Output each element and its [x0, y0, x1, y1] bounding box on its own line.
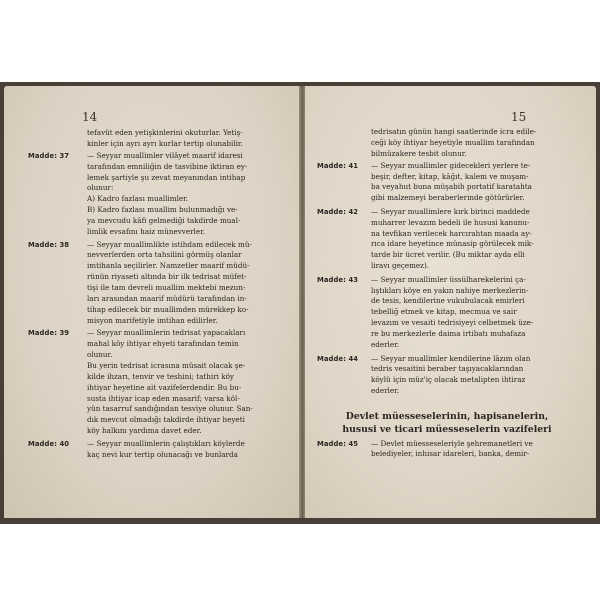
text-line: levazım ve vesaiti tedrisiyeyi celbetmek üze- — [371, 318, 534, 328]
text-line: limlik evsafını haiz münevverler. — [87, 227, 206, 237]
text-line: kaç nevi kur tertip olunacağı ve bunlarda — [87, 449, 238, 459]
article-label: Madde: 45 — [317, 439, 359, 448]
text-line: — Seyyar muallimler kendilerine lâzım olan — [371, 353, 531, 363]
text-line: — Seyyar muallimler vilâyet maarif idaresi — [87, 150, 243, 160]
text-line: bilmüzakere tesbit olunur. — [371, 148, 467, 158]
text-line: tebelliğ etmek ve kitap, mecmua ve sair — [371, 307, 517, 317]
text-line: ya mevcudu kâfi gelmediği takdirde mual- — [87, 216, 241, 226]
text-line: A) Kadro fazlası muallimler. — [87, 194, 189, 204]
text-line: rıca idare heyetince münasip görülecek mik- — [371, 239, 534, 249]
text-line: dık mevcut olmadığı takdirde ihtiyar heyeti — [87, 415, 245, 425]
text-line: — Seyyar muallimler üssülharekelerini ça- — [371, 274, 526, 284]
text-line: ba veyahut buna müşabih portatif karatahta — [371, 182, 532, 192]
text-block — [371, 127, 579, 160]
text-line: ihtiyar heyetine ait vazifelerdendir. Bu bu- — [87, 382, 242, 392]
text-line: tişi ile tam devreli muallim mektebi mezun- — [87, 283, 246, 293]
text-line: rünün riyaseti altında bir ilk tedrisat müfet- — [87, 272, 247, 282]
text-line: lemek şartiyle şu zevat meyanından intihap — [87, 172, 246, 182]
text-line: de tesis, kendilerine vukubulacak emirleri — [371, 296, 525, 306]
text-line: tarafından emniliğin de tasvibine iktiran ey- — [87, 161, 248, 171]
article-label: Madde: 44 — [317, 354, 359, 363]
text-line: — Seyyar muallimlere kırk birinci maddede — [371, 206, 530, 216]
text-line: köylü için müz'iç olacak metalipten ihtiraz — [371, 375, 526, 385]
text-line: olunur: — [87, 183, 114, 193]
page-number: 15 — [511, 110, 527, 124]
text-line: nevverlerden orta tahsilini görmüş olanlar — [87, 250, 242, 260]
right-page — [305, 86, 596, 518]
text-line: yün tasarruf sandığından tesviye olunur. San- — [87, 404, 253, 414]
article-label: Madde: 43 — [317, 275, 359, 284]
text-line: tedrisatın günün hangi saatlerinde icra edile- — [371, 127, 537, 136]
article-label: Madde: 37 — [28, 151, 70, 160]
text-line: B) Kadro fazlası muallim bulunmadığı ve- — [87, 205, 238, 215]
text-block — [87, 128, 289, 150]
text-line: na tevfikan verilecek harcırahtan maada ay- — [371, 228, 532, 238]
text-block — [87, 240, 289, 327]
left-page — [4, 86, 300, 518]
text-line: — Seyyar muallimlerin çalıştıkları köylerde — [87, 438, 245, 448]
text-block — [87, 439, 289, 461]
text-line: ları arasından maarif müdürü tarafından in- — [87, 293, 247, 303]
text-line: — Devlet müesseseleriyle şehremanetleri ve — [371, 438, 533, 448]
text-line: gibi malzemeyi beraberlerinde götürürler. — [371, 193, 525, 203]
text-line: misyon marifetiyle imtihan edilirler. — [87, 315, 218, 325]
text-line: re bu merkezlerle daima irtibatı muhafaza — [371, 329, 526, 339]
page-number: 14 — [82, 110, 98, 124]
article-label: Madde: 41 — [317, 161, 359, 170]
text-line: ceği köy ihtiyar heyetiyle muallim tarafından — [371, 137, 535, 147]
text-line: — Seyyar muallimler gidecekleri yerlere te- — [371, 160, 531, 170]
text-line: tarde bir ücret verilir. (Bu miktar ayda elli — [371, 250, 525, 260]
text-line: beşir, defter, kitap, kâğıt, kalem ve muşam- — [371, 171, 529, 181]
text-line: tefavüt eden yetişkinlerini okuturlar. Yetiş- — [87, 128, 243, 137]
text-block — [371, 161, 579, 205]
text-block — [371, 275, 579, 351]
text-line: muharrer levazım bedeli ile hususi kanunu- — [371, 217, 530, 227]
text-line: belediyeler, inhisar idareleri, banka, demir- — [371, 449, 530, 459]
text-block — [371, 439, 579, 461]
text-block — [371, 207, 579, 272]
text-block — [87, 151, 289, 238]
text-line: kinler için ayrı ayrı kurlar tertip olunabilir. — [87, 138, 243, 148]
text-line: tedris vesaitini beraber taşıyacaklarından — [371, 364, 524, 374]
text-line: köy halkını yardıma davet eder. — [87, 426, 202, 436]
text-line: ederler. — [371, 386, 400, 396]
text-line: imtihanla seçilirler. Namzetler maarif müdü- — [87, 261, 250, 271]
text-line: Bu yerin tedrisat icrasına müsait olacak şe- — [87, 360, 246, 370]
text-line: lıştıkları köye en yakın nahiye merkezlerin- — [371, 285, 529, 295]
text-line: susta ihtiyar icap eden masarif; varsa köl- — [87, 393, 240, 403]
text-line: liravı geçemez). — [371, 261, 430, 271]
text-line: — Seyyar muallimlerin tedrisat yapacakları — [87, 328, 246, 338]
text-line: olunur. — [87, 349, 113, 359]
text-line: tihap edilecek bir muallimden mürekkep ko- — [87, 304, 249, 314]
text-line: kilde ihzarı, tenvir ve teshini; tathiri köy — [87, 371, 234, 381]
section-heading: Devlet müesseselerinin, hapisanelerin, — [345, 410, 549, 422]
text-line: — Seyyar muallimlikte istihdam edilecek mü- — [87, 239, 252, 249]
text-line: ederler. — [371, 340, 400, 350]
text-block — [87, 328, 289, 437]
section-heading: hususi ve ticari müesseselerin vazifeleri — [342, 424, 552, 436]
text-block — [371, 354, 579, 398]
article-label: Madde: 39 — [28, 329, 70, 338]
text-line: mahal köy ihtiyar ehyeti tarafından temin — [87, 339, 239, 349]
article-label: Madde: 40 — [28, 439, 70, 448]
article-label: Madde: 38 — [28, 240, 70, 249]
article-label: Madde: 42 — [317, 207, 359, 216]
